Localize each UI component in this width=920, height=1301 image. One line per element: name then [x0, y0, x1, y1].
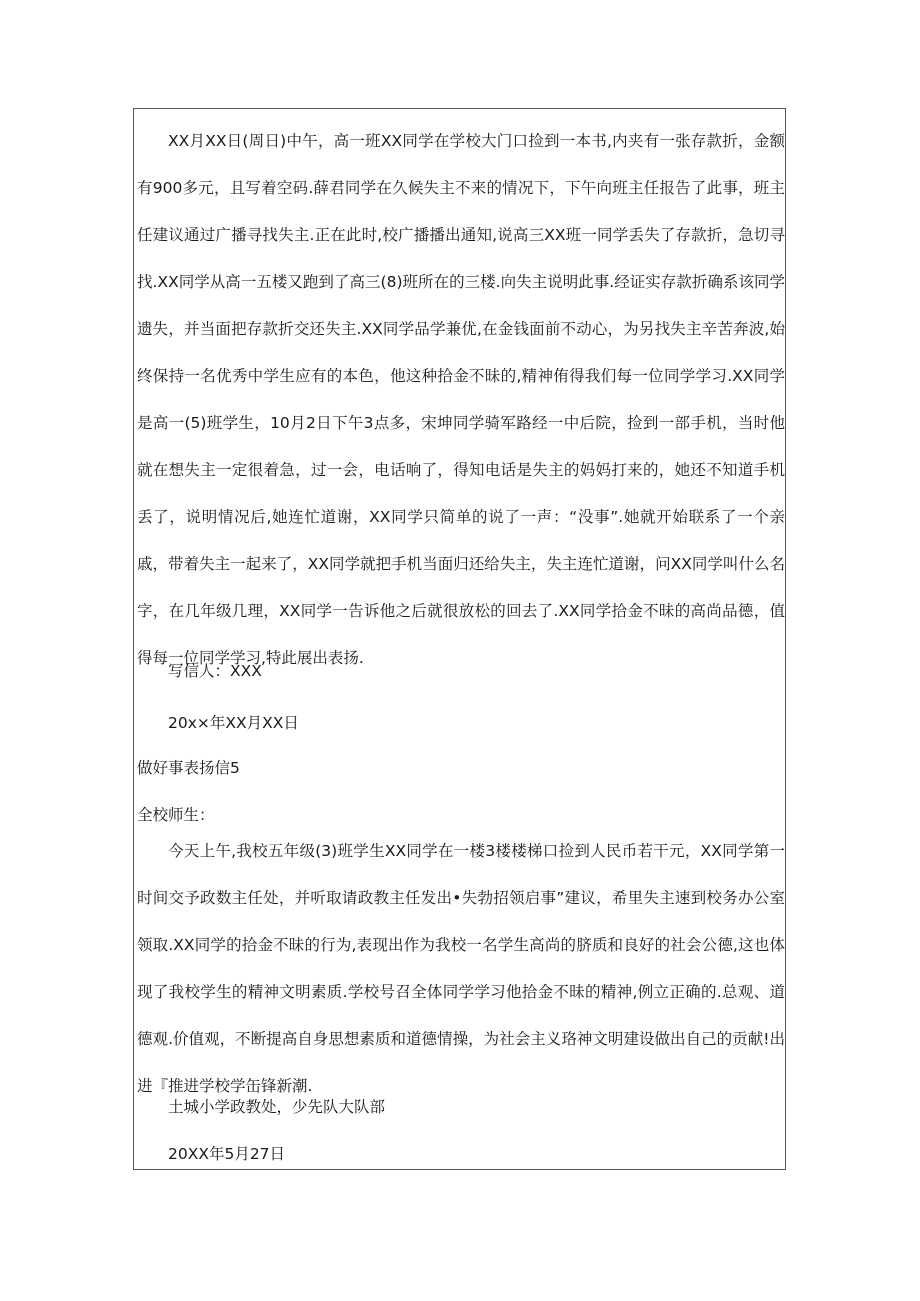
letter-4-date: 20x×年XX月XX日 — [168, 714, 299, 732]
letter-4-writer: 写信人：XXX — [168, 662, 262, 680]
letter-5-body: 今天上午,我校五年级(3)班学生XX同学在一楼3楼楼梯口捡到人民币若干元，XX同学第一时间交予政数主任处，并听取请政教主任发出•失勃招领启事”建议，希里失主速到校务办公室领取.XX同学的拾金不昧的行为,表现出作为我校一名学生高尚的脐质和良好的社会公德,这也体现了我校学生的精神文明素质.学校号召全体同学学习他拾金不昧的精神,例立正确的.总观、道德观.价值观，不断提高自身思想素质和道德情操，为社会主义珞神文明建设做出自己的贡献!出进『推进学校学缶锋新潮. — [137, 842, 785, 1095]
letter-5-greeting: 全校师生： — [137, 806, 215, 824]
letter-4-body: XX月XX日(周日)中午，高一班XX同学在学校大门口捡到一本书,内夹有一张存款折，金额有900多元，且写着空码.薛君同学在久候失主不来的情况下，下午向班主任报告了此事，班主任建议通过广播寻找失主.正在此时,校广播播出通知,说高三XX班一同学丢失了存款折，急切寻找.XX同学从高一五楼又跑到了高三(8)班所在的三楼.向失主说明此事.经证实存款折确系该同学遗失，并当面把存款折交还失主.XX同学品学兼优,在金钱面前不动心，为另找失主辛苦奔波,始终保持一名优秀中学生应有的本色，他这种拾金不昧的,精神侑得我们每一位同学学习.XX同学是高一(5)班学生，10月2日下午3点多，宋坤同学骑军路经一中后院，捡到一部手机，当时他就在想失主一定很着急，过一会，电话响了，得知电话是失主的妈妈打来的，她还不知道手机丢了，说明情况后,她连忙道谢，XX同学只简单的说了一声：“没事”.她就开始联系了一个亲戚，带着失主一起来了，XX同学就把手机当面归还给失主，失主连忙道谢，问XX同学叫什么名字，在几年级几理，XX同学一告诉他之后就很放松的回去了.XX同学拾金不昧的高尚品德，值得每一位同学学习,特此展出表扬. — [137, 132, 785, 667]
letter-5-signature: 土城小学政教处，少先队大队部 — [168, 1098, 386, 1116]
letter-5-title: 做好事表扬信5 — [137, 759, 240, 777]
letter-5-date: 20XX年5月27日 — [168, 1145, 286, 1163]
